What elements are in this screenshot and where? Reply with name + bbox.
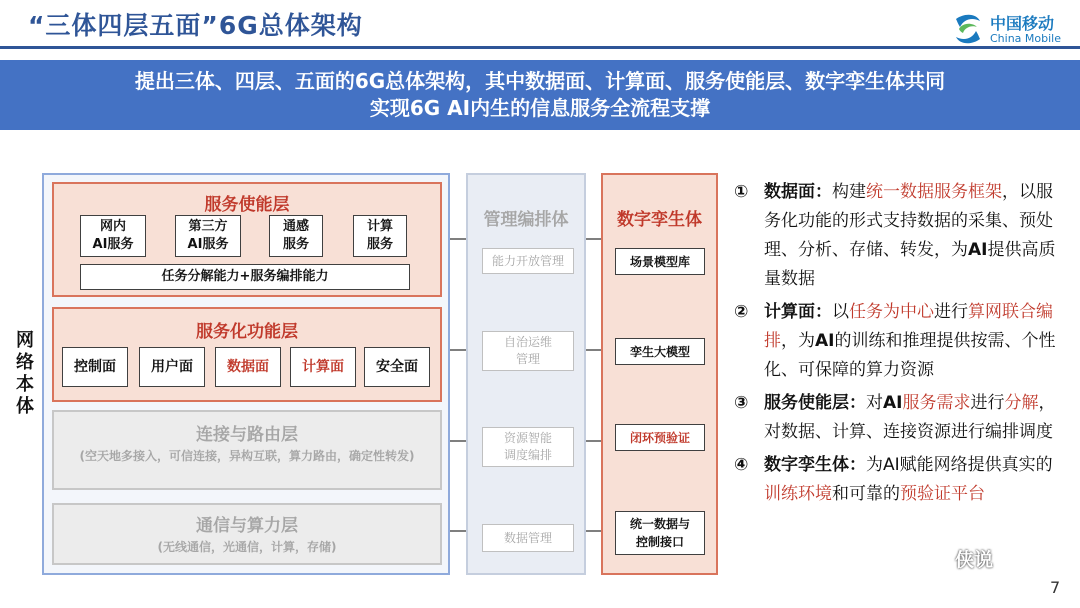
plane-security: 安全面 [364, 347, 430, 387]
note-text: ，对数据、计算、连接资源进行编排调度 [764, 393, 1056, 442]
connector [450, 238, 466, 240]
management-orchestration-body [466, 173, 586, 575]
network-body-label: 网络本体 [16, 330, 34, 417]
connector [586, 530, 601, 532]
connector [586, 238, 601, 240]
plane-data: 数据面 [215, 347, 281, 387]
note-text: 训练环境 [764, 484, 832, 504]
note-text: 算网联合编排 [764, 302, 1053, 351]
note-text: 计算面： [764, 302, 832, 322]
note-number: ④ [734, 455, 749, 475]
notes-list [734, 178, 1064, 513]
note-text: 数据面： [764, 182, 832, 202]
twin-scene-model-library: 场景模型库 [615, 248, 705, 275]
logo-text-en: China Mobile [990, 32, 1062, 45]
banner-line-1: 提出三体、四层、五面的6G总体架构，其中数据面、计算面、服务使能层、数字孪生体共同 [134, 69, 946, 93]
connector [450, 440, 466, 442]
note-text: 为AI赋能网络提供真实的 [866, 455, 1053, 475]
note-text: 以 [832, 302, 849, 322]
plane-user: 用户面 [139, 347, 205, 387]
connector [450, 349, 466, 351]
plane-compute: 计算面 [290, 347, 356, 387]
service-enable-layer-title: 服务使能层 [204, 195, 290, 215]
page-number: 7 [1050, 578, 1061, 597]
connector [586, 440, 601, 442]
note-text: 服务需求 [902, 393, 971, 413]
note-text: 的训练和推理提供按需、个性化、可保障的算力资源 [764, 331, 1056, 380]
service-function-layer-title: 服务化功能层 [196, 322, 298, 342]
note-text: ，以服务化功能的形式支持数据的采集、预处理、分析、存储、转发，为 [764, 182, 1053, 260]
note-item [734, 298, 1064, 385]
mgmt-autonomous-ops: 自治运维 管理 [482, 331, 574, 371]
plane-control: 控制面 [62, 347, 128, 387]
note-text: 数字孪生体： [764, 455, 866, 475]
watermark: 侠说 [955, 549, 994, 571]
connector [586, 349, 601, 351]
task-orchestration-bar: 任务分解能力+服务编排能力 [80, 264, 410, 290]
connection-routing-layer [52, 410, 442, 490]
summary-banner [0, 60, 1080, 130]
mgmt-resource-scheduling: 资源智能 调度编排 [482, 427, 574, 467]
note-item [734, 178, 1064, 294]
page-title: “三体四层五面”6G总体架构 [28, 11, 363, 40]
note-text: AI [968, 240, 988, 260]
china-mobile-logo [950, 9, 1075, 49]
note-number: ③ [734, 393, 749, 413]
service-box-sensing: 通感 服务 [269, 215, 323, 257]
comm-compute-layer [52, 503, 442, 565]
note-text: 和可靠的 [832, 484, 900, 504]
title-divider [0, 46, 1080, 49]
mgmt-data-management: 数据管理 [482, 524, 574, 552]
note-number: ① [734, 182, 749, 202]
note-item [734, 451, 1064, 509]
twin-unified-data-control-interface: 统一数据与 控制接口 [615, 511, 705, 555]
note-text: 统一数据服务框架 [866, 182, 1002, 202]
banner-line-2: 实现6G AI内生的信息服务全流程支撑 [369, 96, 711, 120]
management-title: 管理编排体 [483, 210, 569, 230]
logo-text-cn: 中国移动 [990, 14, 1055, 33]
note-text: AI [883, 393, 903, 413]
note-text: 对 [866, 393, 883, 413]
note-item [734, 389, 1064, 447]
note-text: 分解 [1004, 393, 1039, 413]
service-box-compute: 计算 服务 [353, 215, 407, 257]
twin-closed-loop-prevalidation: 闭环预验证 [615, 424, 705, 451]
digital-twin-title: 数字孪生体 [617, 210, 702, 230]
connection-routing-layer-title: 连接与路由层 [196, 425, 298, 445]
connector [450, 530, 466, 532]
comm-compute-layer-subtitle: (无线通信，光通信，计算，存储) [157, 540, 337, 554]
note-number: ② [734, 302, 749, 322]
china-mobile-logo-icon [950, 11, 986, 47]
mgmt-capability-exposure: 能力开放管理 [482, 248, 574, 274]
note-text: 预验证平台 [900, 484, 985, 504]
connection-routing-layer-subtitle: (空天地多接入，可信连接，异构互联，算力路由，确定性转发) [79, 449, 415, 463]
note-text: 服务使能层： [764, 393, 866, 413]
note-text: 进行 [934, 302, 968, 322]
note-text: 构建 [832, 182, 866, 202]
note-text: ，为 [781, 331, 815, 351]
note-text: AI [815, 331, 835, 351]
note-text: 任务为中心 [849, 302, 934, 322]
service-box-third-party-ai: 第三方 AI服务 [175, 215, 241, 257]
note-text: 提供高质量数据 [764, 240, 1056, 289]
note-text: 进行 [970, 393, 1005, 413]
twin-large-model: 孪生大模型 [615, 338, 705, 365]
comm-compute-layer-title: 通信与算力层 [196, 516, 298, 536]
service-box-in-network-ai: 网内 AI服务 [80, 215, 146, 257]
